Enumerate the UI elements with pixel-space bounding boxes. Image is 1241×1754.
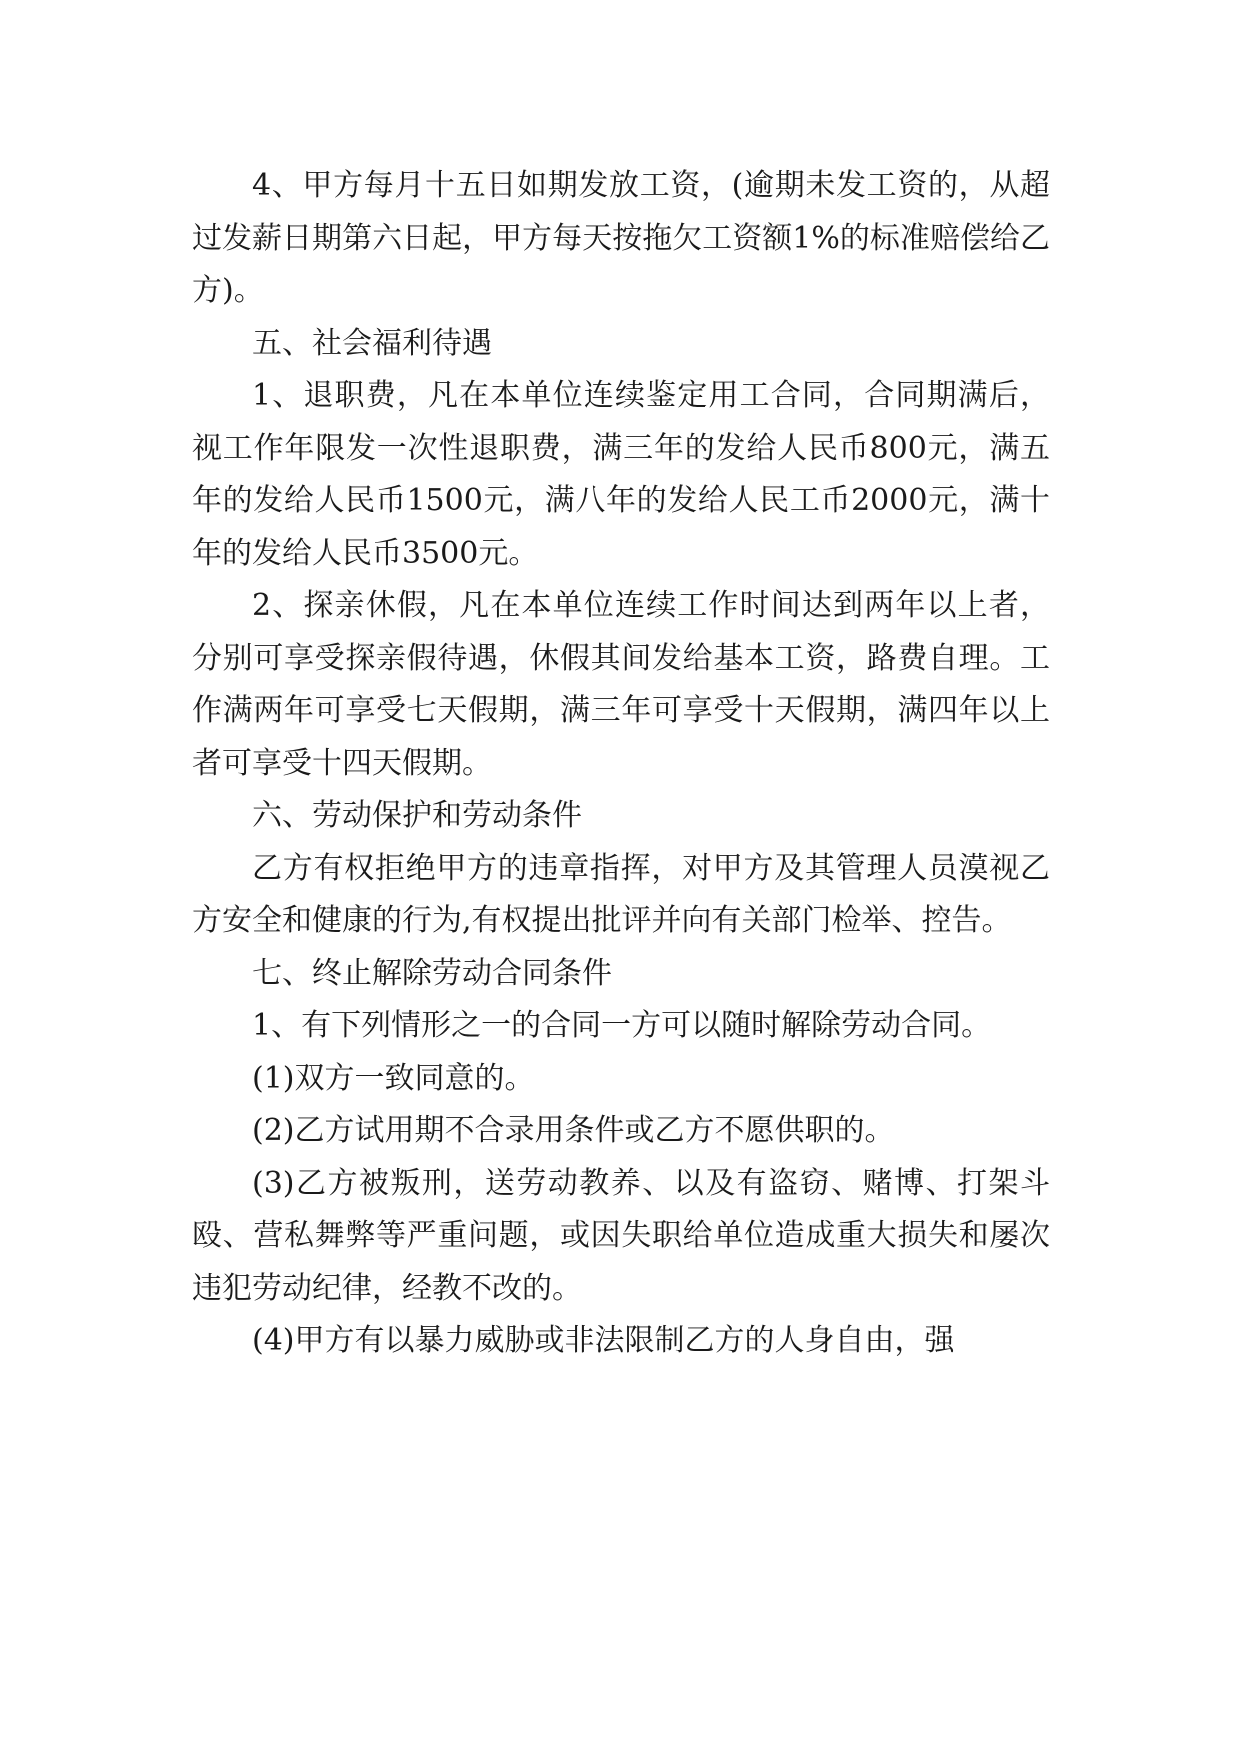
paragraph-home-leave: 2、探亲休假，凡在本单位连续工作时间达到两年以上者，分别可享受探亲假待遇，休假其间发给基本工资，路费自理。工作满两年可享受七天假期，满三年可享受十天假期，满四年以上者可享受十四天假期。: [192, 588, 1050, 781]
document-body: [192, 160, 1050, 1368]
list-item-misconduct: (3)乙方被叛刑，送劳动教养、以及有盗窃、赌博、打架斗殴、营私舞弊等严重问题，或因失职给单位造成重大损失和屡次违犯劳动纪律，经教不改的。: [192, 1165, 1050, 1306]
section-heading-termination: 七、终止解除劳动合同条件: [252, 955, 612, 991]
paragraph-wage-payment: 4、甲方每月十五日如期发放工资，(逾期未发工资的，从超过发薪日期第六日起，甲方每天按拖欠工资额1%的标准赔偿给乙方)。: [192, 168, 1050, 308]
list-item-coercion: (4)甲方有以暴力威胁或非法限制乙方的人身自由，强: [252, 1323, 955, 1358]
list-item-mutual-agreement: (1)双方一致同意的。: [252, 1060, 535, 1096]
list-item-probation: (2)乙方试用期不合录用条件或乙方不愿供职的。: [252, 1113, 895, 1148]
section-heading-labor-protection: 六、劳动保护和劳动条件: [252, 798, 582, 833]
paragraph-severance: 1、退职费，凡在本单位连续鉴定用工合同，合同期满后，视工作年限发一次性退职费，满三年的发给人民币800元，满五年的发给人民币1500元，满八年的发给人民工币2000元，满十年的发给人民币3500元。: [192, 378, 1050, 571]
section-heading-welfare: 五、社会福利待遇: [252, 325, 492, 361]
paragraph-termination-intro: 1、有下列情形之一的合同一方可以随时解除劳动合同。: [252, 1008, 992, 1043]
paragraph-right-to-refuse: 乙方有权拒绝甲方的违章指挥，对甲方及其管理人员漠视乙方安全和健康的行为,有权提出批评并向有关部门检举、控告。: [192, 850, 1050, 938]
